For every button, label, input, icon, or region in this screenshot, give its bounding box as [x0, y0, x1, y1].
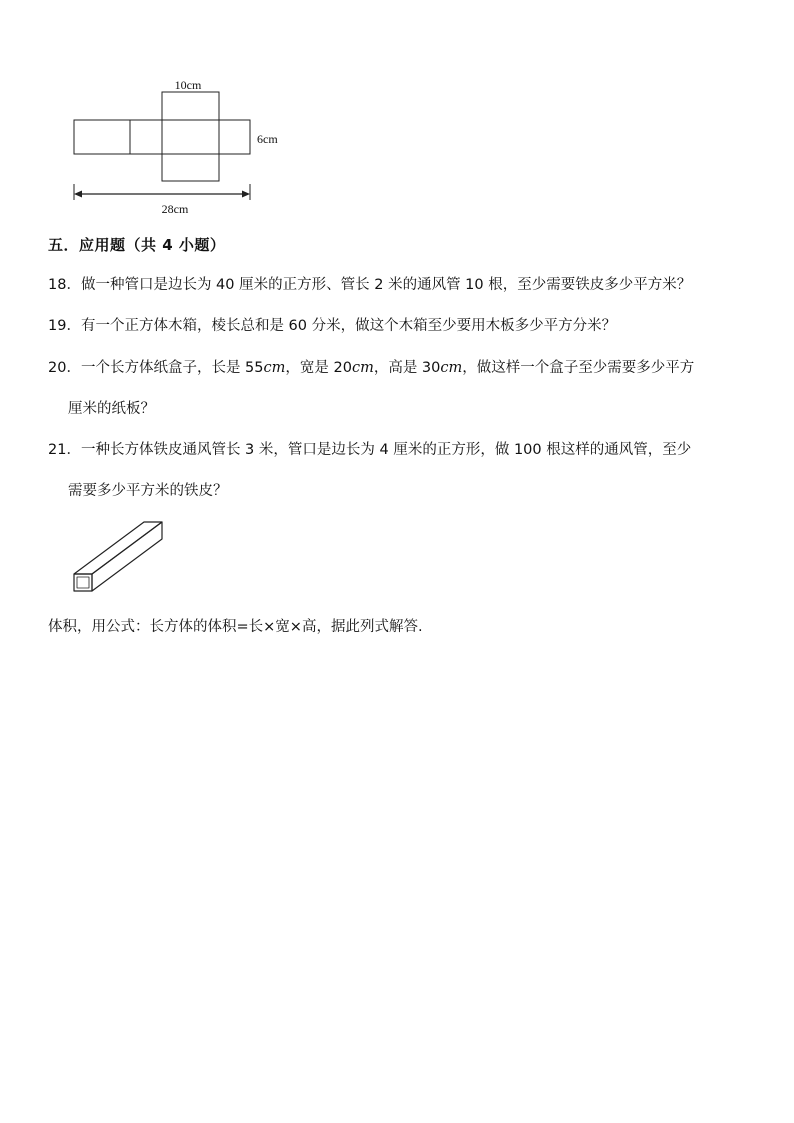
question-text-part-d: ，做这样一个盒子至少需要多少平方	[462, 360, 695, 376]
vent-pipe-diagram	[68, 518, 168, 598]
unit-cm: cm	[351, 360, 374, 376]
box-net-diagram	[60, 72, 300, 222]
net-bottom-face	[162, 154, 219, 181]
pipe-top-face	[74, 522, 162, 574]
question-18	[48, 275, 691, 295]
unit-cm: cm	[263, 360, 286, 376]
net-right-dimension-label: 6cm	[257, 132, 278, 146]
question-text: 有一个正方体木箱，棱长总和是 60 分米，做这个木箱至少要用木板多少平方分米？	[80, 318, 617, 334]
question-text-part-b: ，宽是 20	[285, 360, 352, 376]
question-21	[48, 440, 691, 501]
question-number: 19．	[48, 318, 81, 334]
question-number: 18．	[48, 277, 81, 293]
question-19	[48, 316, 616, 336]
pipe-side-face	[92, 522, 162, 591]
question-text: 一种长方体铁皮通风管长 3 米，管口是边长为 4 厘米的正方形，做 100 根这样的通风管，至少	[80, 442, 692, 458]
question-20	[48, 358, 694, 419]
question-text: 做一种管口是边长为 40 厘米的正方形、管长 2 米的通风管 10 根，至少需要铁皮多少平方米？	[80, 277, 692, 293]
arrow-right-icon	[242, 191, 250, 198]
net-top-face	[162, 92, 219, 120]
section-title: 五．应用题（共 4 小题）	[48, 236, 226, 254]
question-continuation: 需要多少平方米的铁皮？	[68, 483, 228, 499]
question-text-part-c: ，高是 30	[373, 360, 441, 376]
net-top-dimension-label: 10cm	[174, 78, 202, 92]
question-text-part-a: 一个长方体纸盒子，长是 55	[80, 360, 264, 376]
net-bottom-dimension-label: 28cm	[161, 202, 189, 216]
arrow-left-icon	[74, 191, 82, 198]
solution-note: 体积，用公式：长方体的体积=长×宽×高，据此列式解答.	[48, 619, 423, 635]
question-number: 20．	[48, 360, 81, 376]
pipe-opening	[77, 577, 89, 588]
question-continuation: 厘米的纸板？	[68, 401, 155, 417]
unit-cm: cm	[440, 360, 463, 376]
question-number: 21．	[48, 442, 81, 458]
